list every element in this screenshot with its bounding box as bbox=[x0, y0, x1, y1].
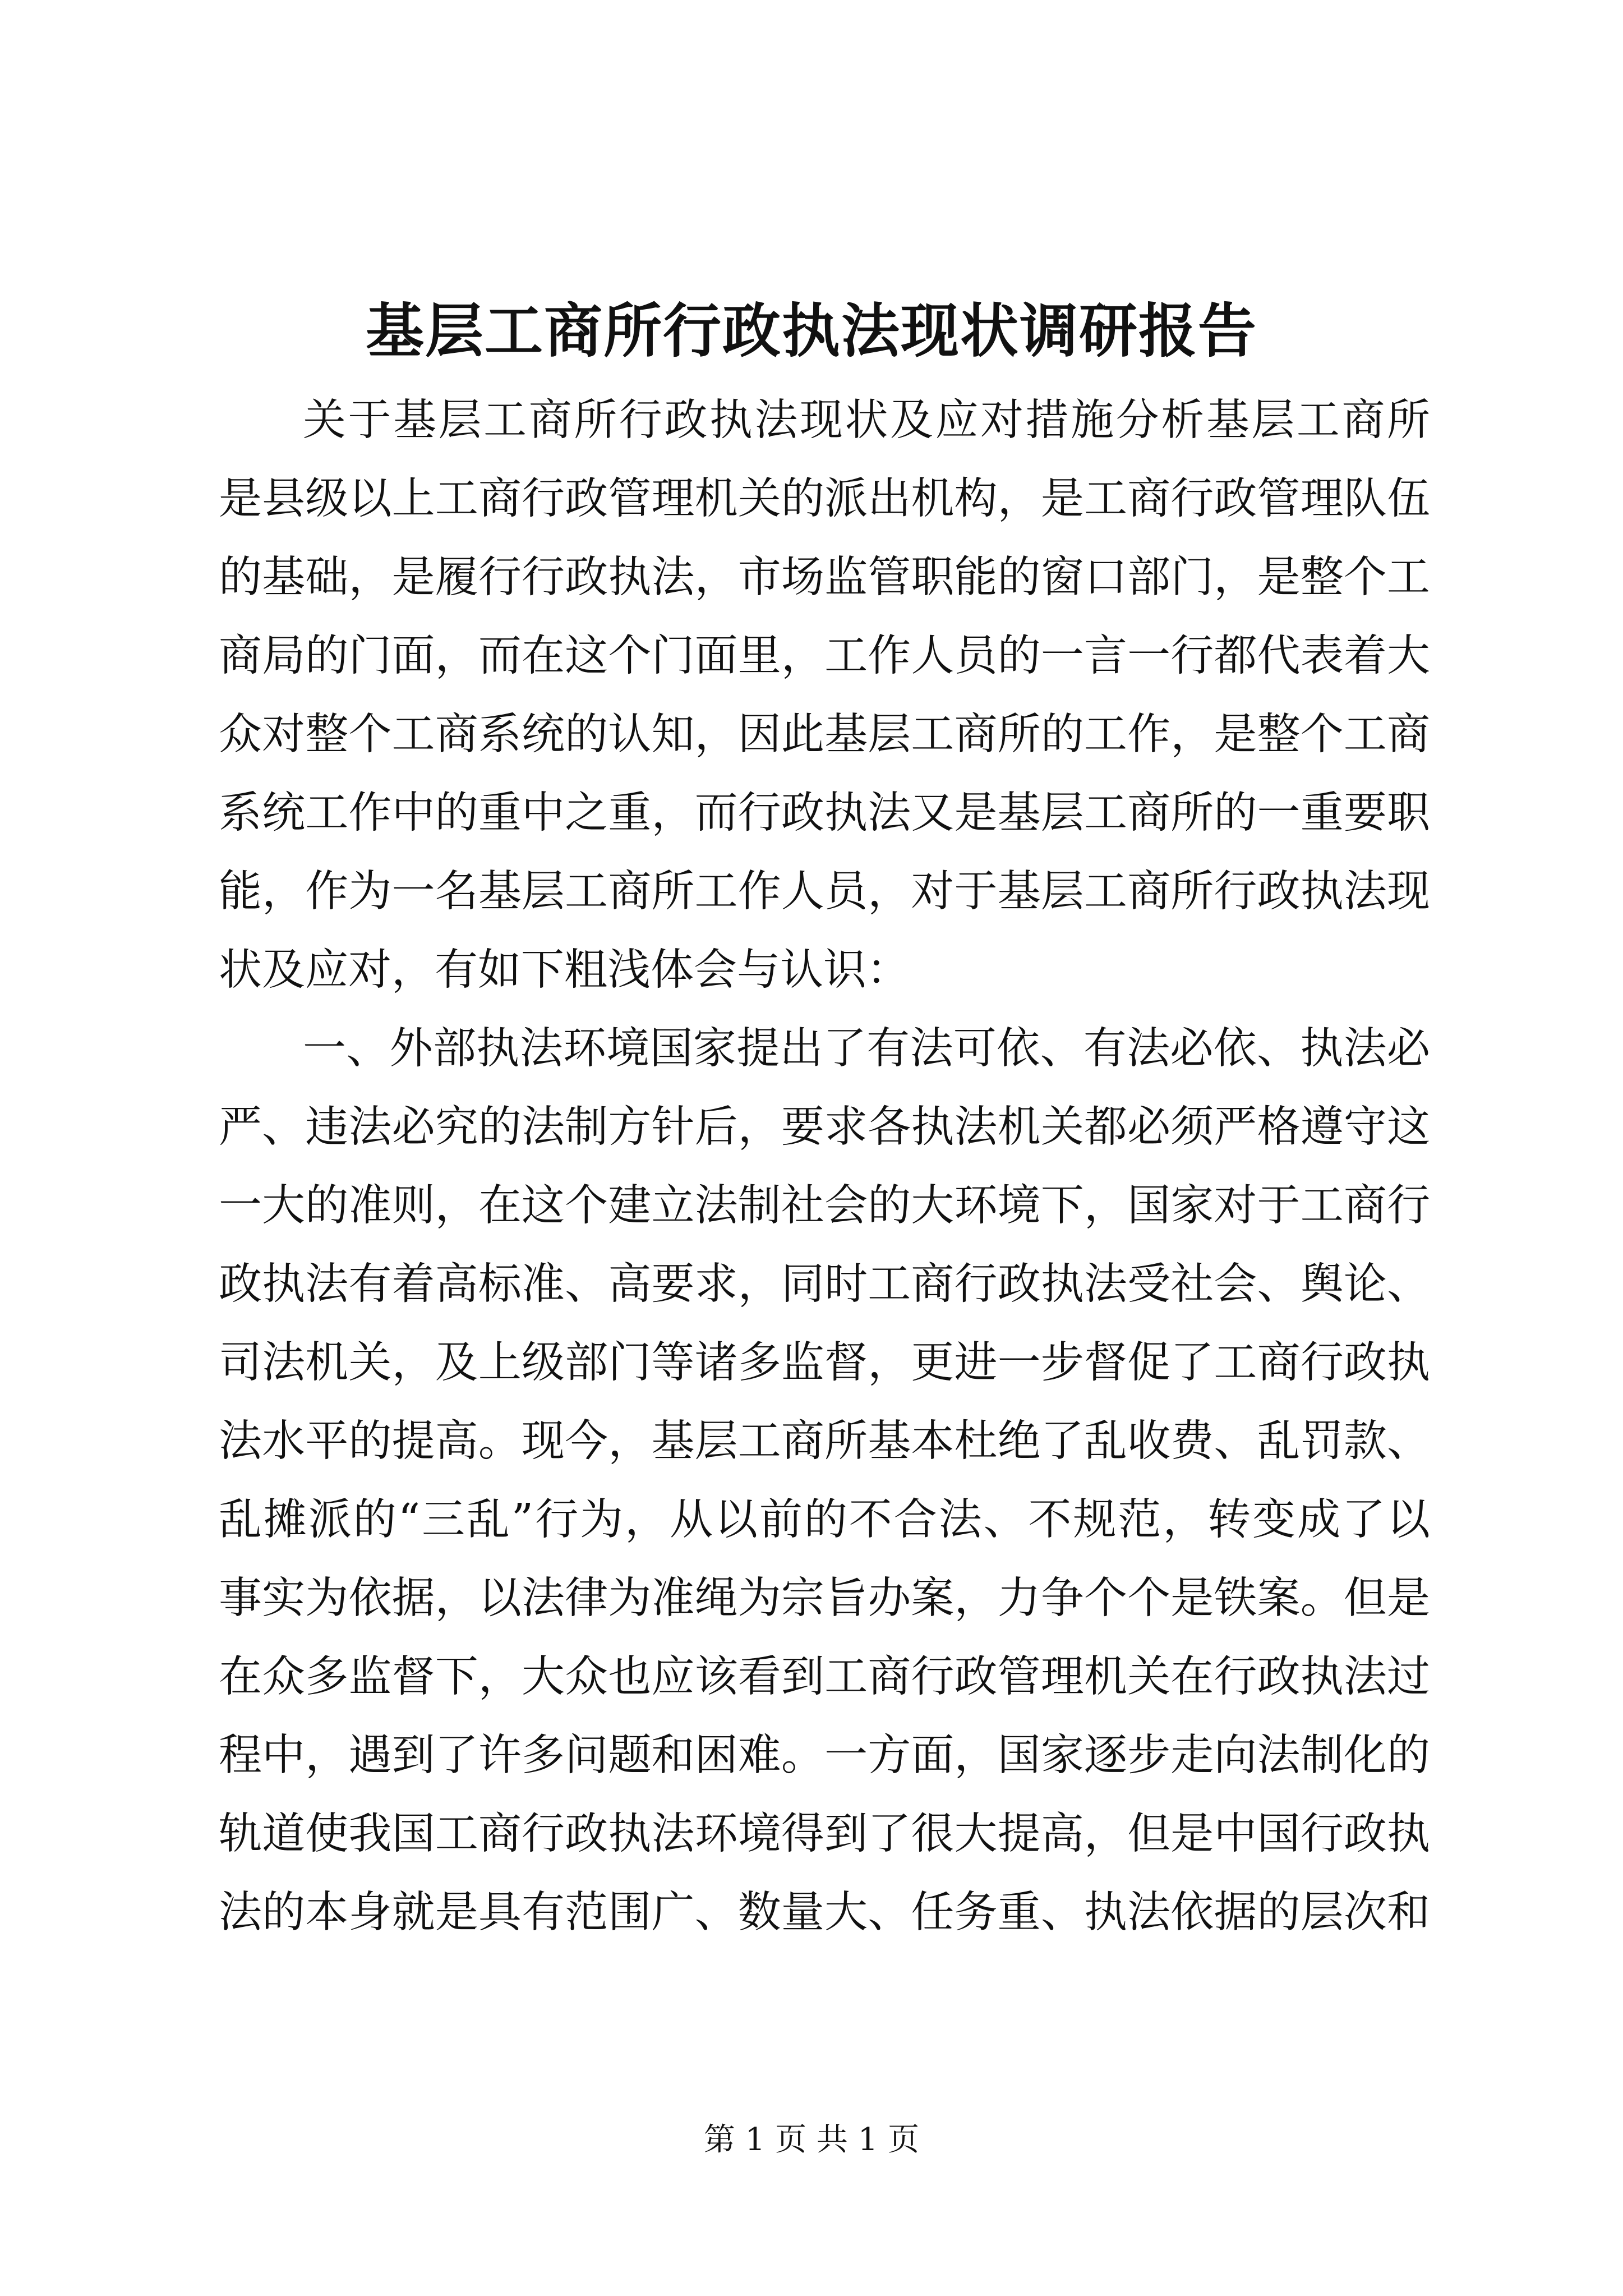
paragraph-2-line-5: 司法机关，及上级部门等诸多监督，更进一步督促了工商行政执 bbox=[219, 1338, 1430, 1388]
paragraph-1-line-3: 的基础，是履行行政执法，市场监管职能的窗口部门，是整个工 bbox=[219, 553, 1430, 602]
paragraph-2-line-10: 程中，遇到了许多问题和困难。一方面，国家逐步走向法制化的 bbox=[219, 1731, 1430, 1780]
document-body bbox=[219, 381, 1430, 1952]
paragraph-1-line-8: 状及应对，有如下粗浅体会与认识： bbox=[219, 945, 910, 995]
paragraph-2-line-9: 在众多监督下，大众也应该看到工商行政管理机关在行政执法过 bbox=[219, 1652, 1430, 1702]
document-title: 基层工商所行政执法现状调研报告 bbox=[365, 296, 1257, 365]
paragraph-2-line-3: 一大的准则，在这个建立法制社会的大环境下，国家对于工商行 bbox=[219, 1181, 1430, 1231]
paragraph-1-line-2: 是县级以上工商行政管理机关的派出机构，是工商行政管理队伍 bbox=[219, 474, 1430, 524]
paragraph-2-line-4: 政执法有着高标准、高要求，同时工商行政执法受社会、舆论、 bbox=[219, 1259, 1430, 1309]
paragraph-2-line-7: 乱摊派的“三乱”行为，从以前的不合法、不规范，转变成了以 bbox=[219, 1495, 1430, 1545]
paragraph-1-line-7: 能，作为一名基层工商所工作人员，对于基层工商所行政执法现 bbox=[219, 867, 1430, 917]
paragraph-1-line-1: 关于基层工商所行政执法现状及应对措施分析基层工商所 bbox=[303, 395, 1430, 445]
paragraph-1-line-4: 商局的门面，而在这个门面里，工作人员的一言一行都代表着大 bbox=[219, 631, 1430, 681]
paragraph-1-line-5: 众对整个工商系统的认知，因此基层工商所的工作，是整个工商 bbox=[219, 710, 1430, 760]
paragraph-2-line-8: 事实为依据，以法律为准绳为宗旨办案，力争个个是铁案。但是 bbox=[219, 1573, 1430, 1623]
paragraph-2-line-6: 法水平的提高。现今，基层工商所基本杜绝了乱收费、乱罚款、 bbox=[219, 1416, 1430, 1466]
paragraph-2-line-1: 一、外部执法环境国家提出了有法可依、有法必依、执法必 bbox=[303, 1024, 1430, 1074]
paragraph-1-line-6: 系统工作中的重中之重，而行政执法又是基层工商所的一重要职 bbox=[219, 788, 1430, 838]
paragraph-2-line-2: 严、违法必究的法制方针后，要求各执法机关都必须严格遵守这 bbox=[219, 1102, 1430, 1152]
page-footer: 第 1 页 共 1 页 bbox=[703, 2122, 920, 2158]
paragraph-2-line-11: 轨道使我国工商行政执法环境得到了很大提高，但是中国行政执 bbox=[219, 1809, 1430, 1859]
paragraph-2-line-12: 法的本身就是具有范围广、数量大、任务重、执法依据的层次和 bbox=[219, 1888, 1430, 1938]
